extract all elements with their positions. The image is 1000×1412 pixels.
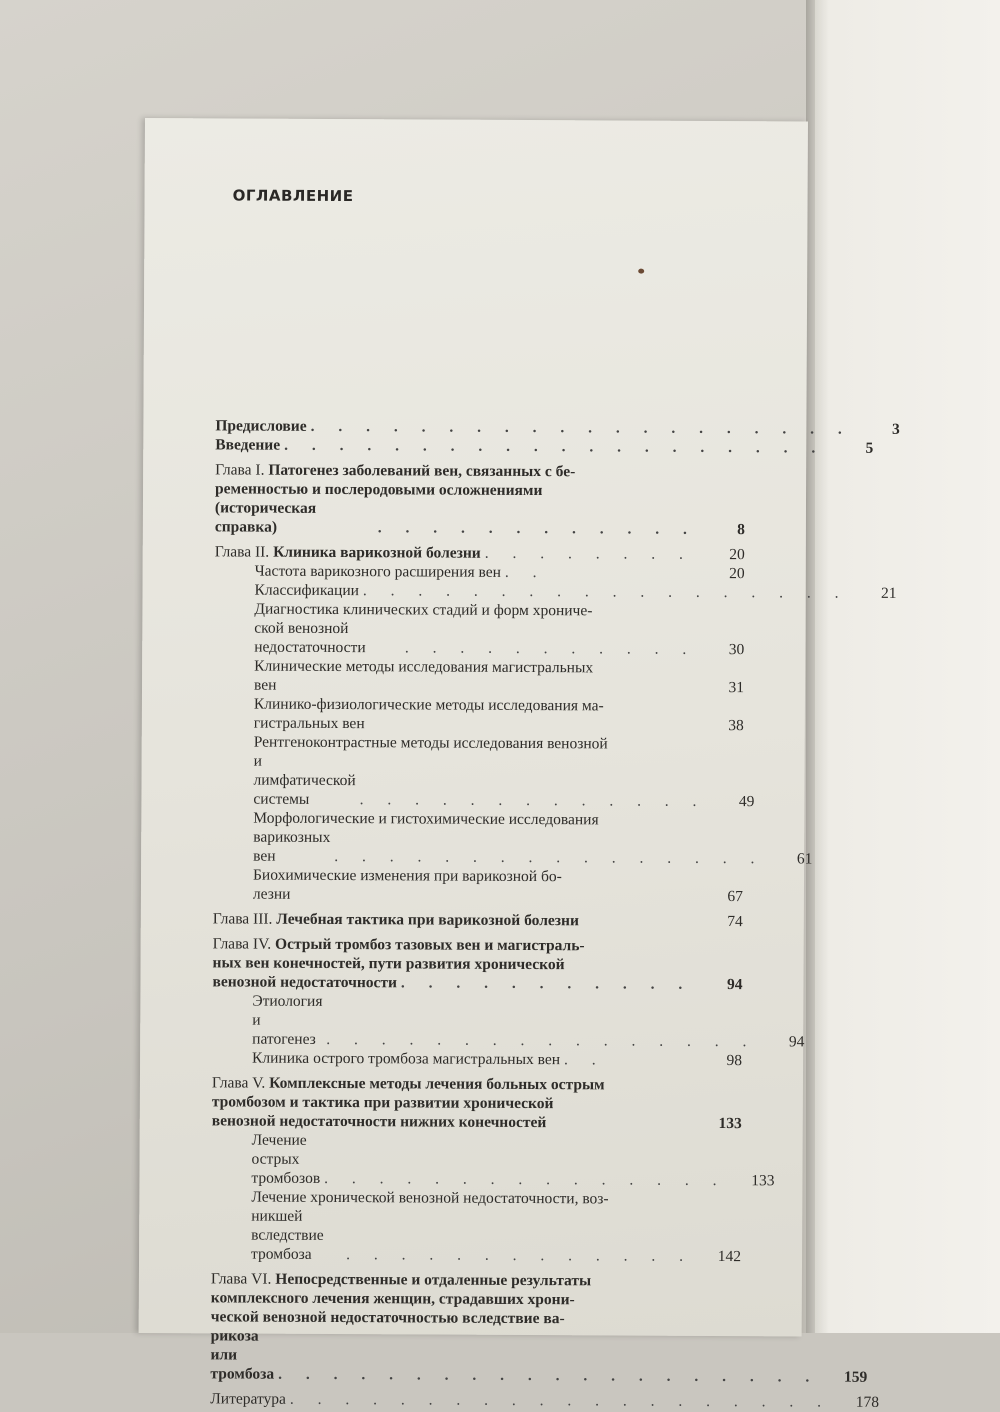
leader-dots: . . — [563, 1051, 606, 1069]
section-title: Клиника острого тромбоза магистральных вен — [252, 1049, 561, 1069]
chapter-title-line: ных вен конечностей, пути развития хронической — [212, 954, 565, 974]
leader-dots: . . . . . . . . . . . . . . . . . . . . — [289, 1390, 832, 1411]
page-number: 20 — [729, 565, 745, 583]
chapter-prefix: Глава II. — [214, 543, 270, 561]
toc-chapter-3 — [213, 909, 743, 931]
section-title: вен — [253, 676, 277, 694]
chapter-title-line: Лечебная тактика при варикозной болезни — [276, 910, 579, 930]
section-title: Клинические методы исследования магистральных — [254, 657, 594, 677]
chapter-title-line: комплексного лечения женщин, страдавших хрони- — [210, 1289, 575, 1309]
leader-dots: . . . . . . . . . . . . . . . . . . — [362, 582, 849, 602]
page-number: 94 — [788, 1033, 805, 1051]
leader-dots: . . . . . . . . . . . . . . . . . . . . — [278, 1365, 820, 1386]
page-number: 3 — [891, 420, 900, 438]
leader-dots — [294, 904, 694, 906]
page-number: 178 — [855, 1393, 880, 1411]
chapter-title-line: рикоза или тромбоза — [210, 1327, 275, 1383]
section-title: Диагностика клинических стадий и форм хрониче- — [254, 600, 593, 620]
book-page — [139, 118, 900, 1411]
table-of-contents — [210, 416, 900, 1411]
right-page — [815, 0, 1000, 1333]
leader-dots: . . . . . . . . . . . . . . . . — [326, 1030, 757, 1051]
section-title: ской венозной недостаточности — [254, 619, 366, 657]
section-title: Классификации — [254, 581, 359, 600]
paper-speck — [638, 269, 644, 274]
page-number: 74 — [727, 913, 743, 931]
chapter-title-line: венозной недостаточности — [212, 973, 398, 992]
leader-dots: . . . . . . . . . . . . . . . . . . . . — [284, 436, 826, 457]
entry-title: Предисловие — [215, 417, 307, 435]
chapter-title-line: ческой венозной недостаточностью вследствие ва- — [210, 1308, 565, 1328]
page-number: 133 — [751, 1172, 775, 1190]
page-number: 30 — [728, 641, 745, 659]
page-number: 20 — [729, 546, 745, 564]
section-title: Этиология и патогенез — [252, 992, 323, 1048]
chapter-title-line: тромбозом и тактика при развитии хронической — [211, 1093, 554, 1113]
leader-dots: . . — [504, 563, 547, 582]
chapter-title-line: (историческая справка) — [214, 499, 317, 536]
leader-dots: . . . . . . . . . . . . — [377, 519, 697, 538]
entry-title: Введение — [215, 436, 281, 454]
leader-dots: . . . . . . . . . . . — [400, 974, 693, 993]
leader-dots: . . . . . . . . . . . . . — [359, 791, 707, 810]
section-title: лезни — [252, 885, 291, 903]
page-number: 94 — [726, 976, 743, 994]
chapter-prefix: Глава VI. — [210, 1270, 272, 1288]
section-title: Рентгеноконтрастные методы исследования венозной — [253, 733, 608, 753]
chapter-title-line: Комплексные методы лечения больных острым — [269, 1074, 605, 1094]
page-title: ОГЛАВЛЕНИЕ — [232, 186, 354, 206]
toc-entry-intro — [215, 435, 874, 457]
chapter-title-line: Острый тромбоз тазовых вен и магистраль- — [275, 935, 585, 955]
leader-dots: . . . . . . . . . . . . . . . . . . . . — [310, 417, 852, 438]
toc-chapter-5 — [211, 1073, 775, 1266]
leader-dots — [583, 930, 695, 931]
chapter-title-line: Патогенез заболеваний вен, связанных с бе- — [268, 461, 576, 481]
page-number: 67 — [727, 888, 743, 906]
toc-chapter-6 — [210, 1269, 868, 1386]
section-title: Клинико-физиологические методы исследования ма- — [253, 695, 604, 715]
page-number: 8 — [737, 521, 745, 539]
section-title: Биохимические изменения при варикозной бо- — [252, 866, 562, 886]
page-number: 31 — [728, 679, 745, 697]
chapter-title-line: Непосредственные и отдаленные результаты — [275, 1270, 592, 1290]
page-number: 49 — [738, 793, 755, 811]
section-title: варикозных вен — [253, 828, 331, 865]
chapter-title-line: венозной недостаточности нижних конечностей — [211, 1112, 547, 1132]
toc-chapter-2 — [213, 542, 897, 906]
leader-dots: . . . . . . . . — [484, 544, 693, 563]
page-number: 21 — [881, 584, 897, 602]
section-title: никшей вследствие тромбоза — [251, 1207, 324, 1263]
leader-dots: . . . . . . . . . . . . . . . . — [334, 848, 765, 868]
chapter-title-line: ременностью и послеродовыми осложнениями — [215, 480, 543, 500]
page-number: 133 — [718, 1115, 742, 1133]
entry-title: Литература — [210, 1390, 286, 1408]
page-number: 142 — [717, 1248, 742, 1266]
chapter-prefix: Глава V. — [211, 1074, 266, 1092]
leader-dots: . . . . . . . . . . . . . — [346, 1246, 694, 1265]
toc-chapter-1 — [215, 460, 745, 539]
page-number: 38 — [728, 717, 744, 735]
leader-dots: . . . . . . . . . . . — [404, 639, 697, 658]
chapter-prefix: Глава III. — [212, 910, 273, 928]
section-title: Морфологические и гистохимические исследования — [253, 809, 599, 829]
section-title: Частота варикозного расширения вен — [254, 562, 501, 581]
toc-entry-literature — [210, 1389, 880, 1411]
chapter-prefix: Глава I. — [215, 461, 265, 479]
section-title: гистральных вен — [253, 714, 365, 733]
page-number: 5 — [865, 439, 874, 457]
section-title: Лечение острых тромбозов — [251, 1131, 321, 1187]
leader-dots: . . . . . . . . . . . . . . . — [324, 1169, 727, 1190]
page-number: 61 — [796, 850, 813, 868]
section-title: и лимфатической системы — [253, 752, 356, 808]
section-title: Лечение хронической венозной недостаточности, воз- — [251, 1188, 609, 1208]
page-number: 98 — [726, 1052, 743, 1070]
chapter-prefix: Глава IV. — [212, 935, 272, 953]
page-number: 159 — [843, 1368, 868, 1386]
toc-chapter-4 — [212, 934, 805, 1070]
chapter-title-line: Клиника варикозной болезни — [273, 543, 481, 562]
